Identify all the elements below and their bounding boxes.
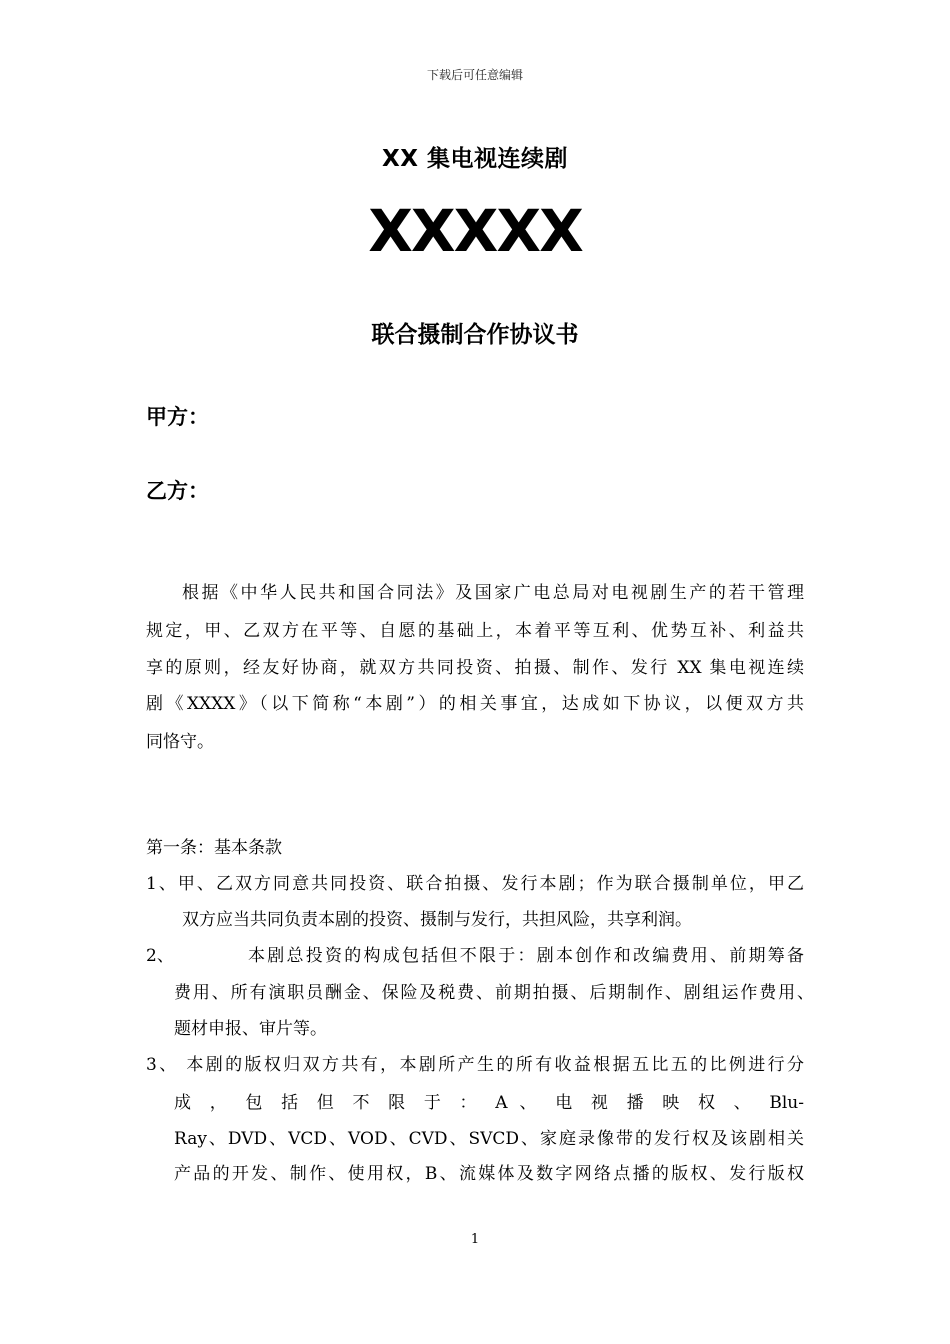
clause-3-line-3: Ray、DVD、VCD、VOD、CVD、SVCD、家庭录像带的发行权及该剧相关 (174, 1129, 804, 1149)
clause-1-line-1: 1、甲、乙双方同意共同投资、联合拍摄、发行本剧；作为联合摄制单位，甲乙 (146, 874, 804, 894)
party-a-label: 甲方： (146, 405, 209, 429)
clause-3-line-2: 成 ， 包 括 但 不 限 于 ： A 、 电 视 播 映 权 、 Blu- (174, 1093, 804, 1113)
intro-line-3: 享的原则，经友好协商，就双方共同投资、拍摄、制作、发行 XX 集电视连续 (146, 658, 804, 678)
article-1-heading: 第一条：基本条款 (146, 838, 282, 858)
clause-3-line-1: 3、 本剧的版权归双方共有，本剧所产生的所有收益根据五比五的比例进行分 (146, 1055, 804, 1075)
intro-line-5: 同恪守。 (146, 732, 214, 752)
clause-2-line-1: 本剧总投资的构成包括但不限于：剧本创作和改编费用、前期筹备 (248, 946, 804, 966)
clause-2-line-3: 题材申报、审片等。 (174, 1019, 327, 1039)
page-number: 1 (470, 1232, 480, 1247)
clause-1-line-2: 双方应当共同负责本剧的投资、摄制与发行，共担风险，共享利润。 (182, 910, 692, 930)
intro-line-2: 规定，甲、乙双方在平等、自愿的基础上，本着平等互利、优势互补、利益共 (146, 621, 804, 641)
intro-line-4: 剧《XXXX》（以下简称“本剧”）的相关事宜，达成如下协议，以便双方共 (146, 694, 804, 714)
intro-line-1: 根据《中华人民共和国合同法》及国家广电总局对电视剧生产的若干管理 (182, 583, 804, 603)
clause-2-line-2: 费用、所有演职员酬金、保险及税费、前期拍摄、后期制作、剧组运作费用、 (174, 983, 814, 1003)
series-title: XX 集电视连续剧 (382, 146, 568, 172)
header-note: 下载后可任意编辑 (426, 68, 523, 82)
clause-2-number: 2、 (146, 946, 174, 966)
party-b-label: 乙方： (146, 479, 209, 503)
clause-3-line-4: 产品的开发、制作、使用权，B、流媒体及数字网络点播的版权、发行版权 (174, 1164, 804, 1184)
drama-title: XXXXX (368, 197, 582, 265)
agreement-title: 联合摄制合作协议书 (371, 322, 579, 348)
